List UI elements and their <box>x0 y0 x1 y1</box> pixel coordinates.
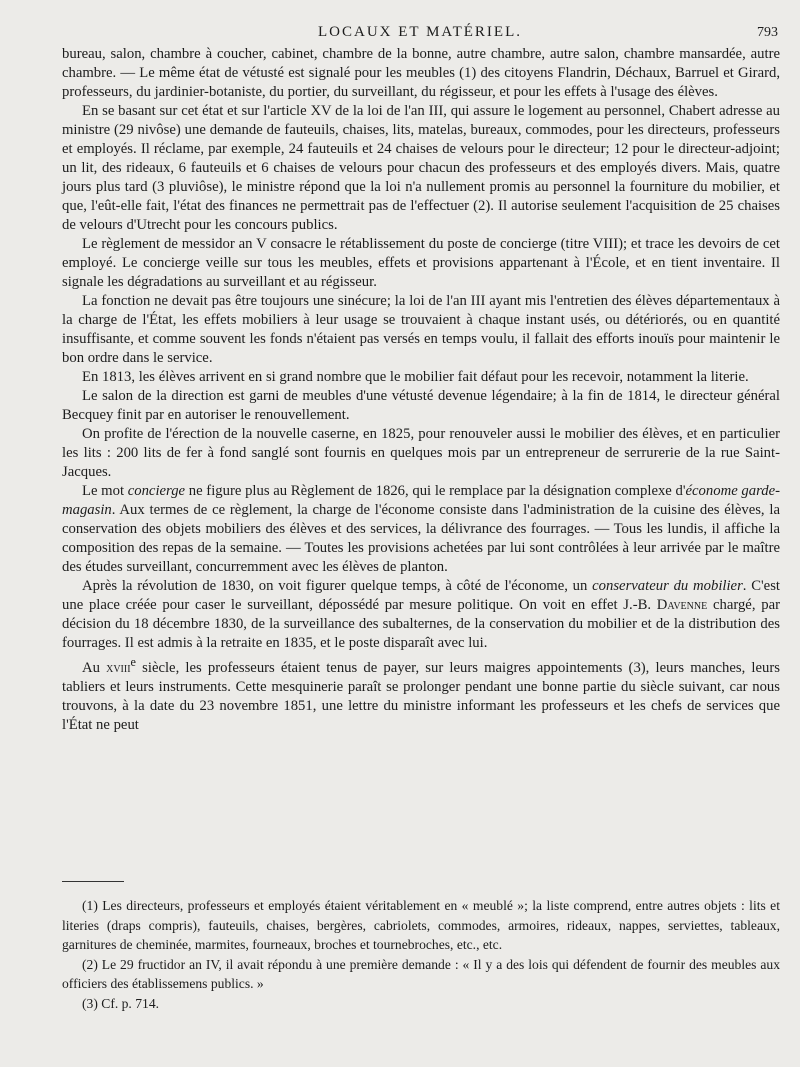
paragraph-8 <box>62 482 780 577</box>
footnote-2: (2) Le 29 fructidor an IV, il avait répondu à une première demande : « Il y a des lois qui défendent de fournir des meubles aux officiers des établissemens publics. » <box>62 956 780 991</box>
paragraph-9-text-c: chargé, par décision du 18 décembre 1830, de la surveillance des subalternes, de la conservation du mobilier et de la distribution des fourrages. Il est admis à la retraite en 1835, et le poste disparaît avec lui. <box>62 597 780 651</box>
body-text <box>62 45 780 735</box>
running-head <box>0 24 800 44</box>
name-davenne: Davenne <box>656 597 708 613</box>
term-concierge: concierge <box>127 483 186 499</box>
paragraph-9-text-a: Après la révolution de 1830, on voit figurer quelque temps, à côté de l'économe, un <box>82 578 593 594</box>
term-econome-garde-magasin: économe garde-magasin <box>62 483 781 518</box>
page-number: 793 <box>757 25 778 40</box>
paragraph-3: Le règlement de messidor an V consacre le rétablissement du poste de concierge (titre VIII); et trace les devoirs de cet employé. Le concierge veille sur tous les meubles, effets et provisions appartenant à l'École, et en tient inventaire. Il signale les dégradations au surveillant et au régisseur. <box>62 236 780 290</box>
paragraph-9 <box>62 577 780 653</box>
paragraph-7: On profite de l'érection de la nouvelle caserne, en 1825, pour renouveler aussi le mobilier des élèves, et en particulier les lits : 200 lits de fer à fond sanglé sont fournis en quelques mois par un entrepreneur de serrurerie de la rue Saint-Jacques. <box>62 426 780 480</box>
paragraph-8-text-b: ne figure plus au Règlement de 1826, qui le remplace par la désignation complexe d' <box>185 483 686 499</box>
paragraph-6: Le salon de la direction est garni de meubles d'une vétusté devenue légendaire; à la fin de 1814, le directeur général Becquey finit par en autoriser le renouvellement. <box>62 388 780 423</box>
footnote-3: (3) Cf. p. 714. <box>82 995 160 1011</box>
footnotes <box>62 896 780 1013</box>
footnote-rule <box>62 881 124 882</box>
paragraph-9-text-b: . C'est une place créée pour caser le surveillant, dépossédé par mesure politique. On voit en effet J.-B. <box>62 578 780 613</box>
paragraph-2: En se basant sur cet état et sur l'article XV de la loi de l'an III, qui assure le logement au personnel, Chabert adresse au ministre (29 nivôse) une demande de fauteuils, chaises, lits, matelas, bureaux, commodes, pour les directeurs, professeurs et employés. Il réclame, par exemple, 24 fauteuils et 24 chaises de velours pour le directeur; 12 pour le directeur-adjoint; un lit, des rideaux, 6 fauteuils et 6 chaises de velours pour chacun des professeurs et des employés divers. Mais, quatre jours plus tard (3 pluviôse), le ministre répond que la loi n'a nullement promis au personnel la fourniture du mobilier, et que, l'eût-elle fait, l'état des finances ne permettrait pas de l'effectuer (2). Il autorise seulement l'acquisition de 25 chaises de velours d'Utrecht pour les concours publics. <box>62 103 780 233</box>
footnote-1: (1) Les directeurs, professeurs et employés étaient véritablement en « meublé »; la liste comprend, entre autres objets : lits et literies (draps compris), fauteuils, chaises, bergères, cabriolets, commodes, armoires, rideaux, nappes, serviettes, tableaux, garnitures de cheminée, marmites, fourneaux, broches et tournebroches, etc., etc. <box>62 898 780 952</box>
century-suffix: e <box>130 655 136 669</box>
century-numeral: xviii <box>106 659 131 676</box>
paragraph-1: bureau, salon, chambre à coucher, cabinet, chambre de la bonne, autre chambre, autre salon, chambre mansardée, autre chambre. — Le même état de vétusté est signalé pour les meubles (1) des citoyens Flandrin, Déchaux, Barruel et Girard, professeurs, du jardinier-botaniste, du portier, du surveillant, du régisseur, et pour les effets à l'usage des élèves. <box>62 46 780 100</box>
running-title: LOCAUX ET MATÉRIEL. <box>318 24 522 40</box>
paragraph-10-text-a: Au <box>82 659 107 676</box>
paragraph-10-text-b: siècle, les professeurs étaient tenus de payer, sur leurs maigres appointements (3), leurs manches, leurs tabliers et leurs instruments. Cette mesquinerie paraît se prolonger pendant une bonne partie du siècle suivant, car nous trouvons, à la date du 23 novembre 1851, une lettre du ministre informant les professeurs et les chefs de services que l'État ne peut <box>62 659 780 733</box>
paragraph-10 <box>62 653 780 735</box>
paragraph-4: La fonction ne devait pas être toujours une sinécure; la loi de l'an III ayant mis l'entretien des élèves départementaux à la charge de l'État, les effets mobiliers à leur usage se trouvaient à chaque instant usés, ou détériorés, ou en quantité insuffisante, et comme souvent les fonds n'étaient pas versés en temps voulu, il fallait des efforts inouïs pour maintenir le bon ordre dans le service. <box>62 293 780 366</box>
paragraph-8-text-c: . Aux termes de ce règlement, la charge de l'économe consiste dans l'administration de la cuisine des élèves, la conservation des objets mobiliers des élèves et des services, la délivrance des fourrages. — Tous les lundis, il affiche la composition des repas de la semaine. — Toutes les provisions achetées par lui sont contrôlées à leur arrivée par le maître des études surveillant, concurremment avec les élèves de planton. <box>62 502 780 575</box>
paragraph-8-text-a: Le mot <box>82 483 128 499</box>
term-conservateur-du-mobilier: conservateur du mobilier <box>592 578 743 594</box>
paragraph-5: En 1813, les élèves arrivent en si grand nombre que le mobilier fait défaut pour les recevoir, notamment la literie. <box>82 369 749 385</box>
